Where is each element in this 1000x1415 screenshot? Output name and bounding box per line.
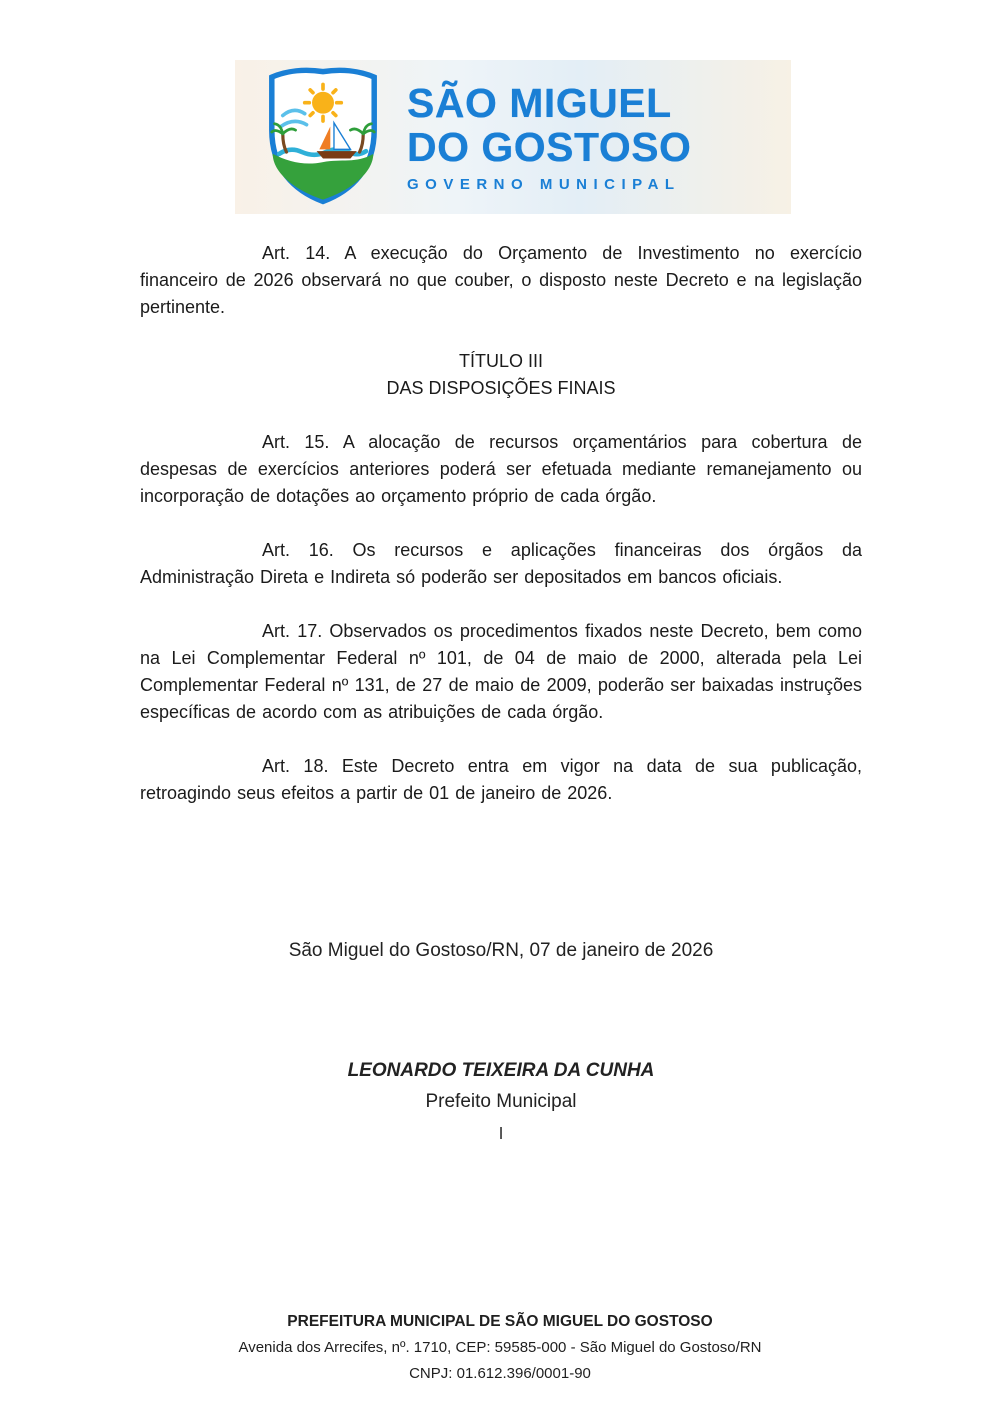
footer-cnpj: CNPJ: 01.612.396/0001-90 bbox=[409, 1365, 591, 1382]
logo-header bbox=[235, 60, 791, 214]
municipal-crest-logo bbox=[259, 65, 387, 209]
date-line: São Miguel do Gostoso/RN, 07 de janeiro de 2026 bbox=[288, 940, 714, 961]
article-15-paragraph: Art. 15. A alocação de recursos orçamentários para cobertura de despesas de exercícios anteriores poderá ser efetuada mediante remanejamento ou incorporação de dotações ao orçamento próprio de cada órgão. bbox=[140, 432, 862, 506]
signature-name: LEONARDO TEIXEIRA DA CUNHA bbox=[347, 1060, 655, 1081]
document-footer bbox=[0, 1309, 1000, 1387]
signature-stray-character: l bbox=[499, 1124, 503, 1143]
document-body bbox=[140, 240, 862, 1147]
logo-title-line2: DO GOSTOSO bbox=[407, 124, 692, 170]
footer-org-name: PREFEITURA MUNICIPAL DE SÃO MIGUEL DO GOSTOSO bbox=[287, 1313, 713, 1330]
article-17-paragraph: Art. 17. Observados os procedimentos fixados neste Decreto, bem como na Lei Complementar Federal nº 101, de 04 de maio de 2000, alterada pela Lei Complementar Federal nº 131, de 27 de maio de 2009, poderão ser baixadas instruções específicas de acordo com as atribuições de cada órgão. bbox=[140, 621, 862, 722]
footer-address: Avenida dos Arrecifes, nº. 1710, CEP: 59585-000 - São Miguel do Gostoso/RN bbox=[238, 1339, 762, 1356]
signature-block bbox=[140, 1057, 862, 1147]
article-14-paragraph: Art. 14. A execução do Orçamento de Investimento no exercício financeiro de 2026 observará no que couber, o disposto neste Decreto e na legislação pertinente. bbox=[140, 243, 862, 317]
article-18-paragraph: Art. 18. Este Decreto entra em vigor na data de sua publicação, retroagindo seus efeitos a partir de 01 de janeiro de 2026. bbox=[140, 756, 862, 803]
titulo-subheading: DAS DISPOSIÇÕES FINAIS bbox=[386, 378, 616, 398]
sun-icon bbox=[305, 84, 342, 121]
logo-subtitle: GOVERNO MUNICIPAL bbox=[407, 176, 681, 193]
article-16-paragraph: Art. 16. Os recursos e aplicações financeiras dos órgãos da Administração Direta e Indireta só poderão ser depositados em bancos oficiais. bbox=[140, 540, 862, 587]
logo-title-line1: SÃO MIGUEL bbox=[407, 80, 672, 126]
title-block bbox=[140, 348, 862, 402]
signature-role: Prefeito Municipal bbox=[425, 1091, 577, 1112]
titulo-heading: TÍTULO III bbox=[458, 351, 543, 371]
logo-text bbox=[407, 81, 691, 193]
